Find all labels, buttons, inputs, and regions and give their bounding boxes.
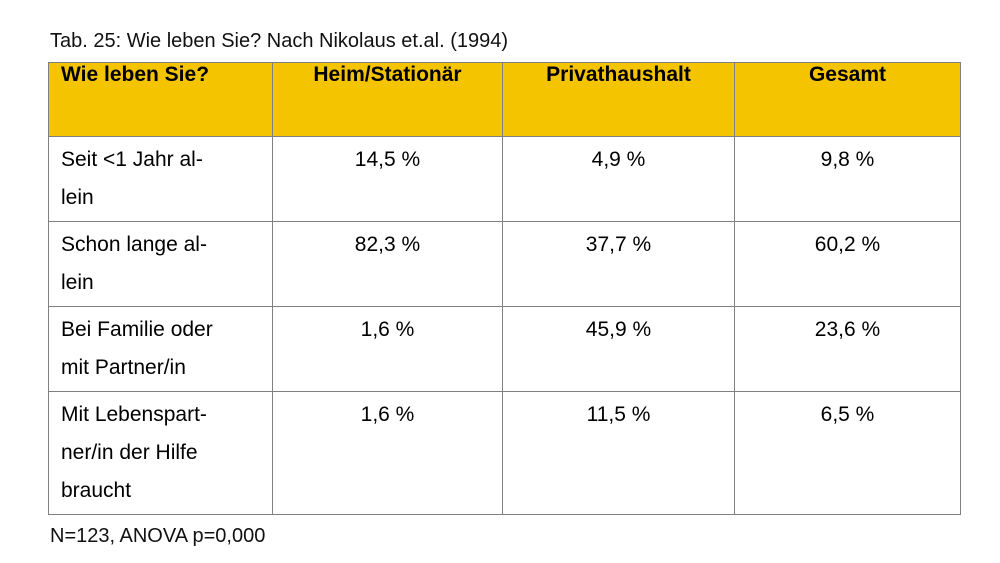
table-footnote: N=123, ANOVA p=0,000 xyxy=(50,525,266,547)
cell-heim-stationaer: 1,6 % xyxy=(273,392,503,515)
cell-heim-stationaer: 14,5 % xyxy=(273,137,503,222)
row-label-line: mit Partner/in xyxy=(61,356,186,379)
cell-gesamt: 23,6 % xyxy=(735,307,961,392)
row-label xyxy=(49,392,273,515)
table-row xyxy=(49,137,961,222)
column-header-heim-stationaer: Heim/Stationär xyxy=(273,63,503,137)
row-label-line: braucht xyxy=(61,479,132,502)
row-label-line: Seit <1 Jahr al- xyxy=(61,148,203,171)
row-label xyxy=(49,222,273,307)
cell-heim-stationaer: 1,6 % xyxy=(273,307,503,392)
column-header-privathaushalt: Privathaushalt xyxy=(503,63,735,137)
cell-privathaushalt: 37,7 % xyxy=(503,222,735,307)
cell-gesamt: 9,8 % xyxy=(735,137,961,222)
cell-privathaushalt: 45,9 % xyxy=(503,307,735,392)
table-body xyxy=(49,137,961,515)
cell-privathaushalt: 4,9 % xyxy=(503,137,735,222)
row-label xyxy=(49,307,273,392)
row-label-line: Schon lange al- xyxy=(61,233,207,256)
cell-gesamt: 6,5 % xyxy=(735,392,961,515)
results-table xyxy=(48,62,961,515)
cell-heim-stationaer: 82,3 % xyxy=(273,222,503,307)
table-row xyxy=(49,392,961,515)
row-label-line: lein xyxy=(61,271,94,294)
cell-gesamt: 60,2 % xyxy=(735,222,961,307)
row-label-line: lein xyxy=(61,186,94,209)
column-header-gesamt: Gesamt xyxy=(735,63,961,137)
row-label-line: Bei Familie oder xyxy=(61,318,213,341)
table-header xyxy=(49,63,961,137)
table-caption: Tab. 25: Wie leben Sie? Nach Nikolaus et.al. (1994) xyxy=(50,30,509,52)
row-label xyxy=(49,137,273,222)
header-row xyxy=(49,63,961,137)
table-row xyxy=(49,307,961,392)
column-header-question: Wie leben Sie? xyxy=(49,63,273,137)
cell-privathaushalt: 11,5 % xyxy=(503,392,735,515)
table-row xyxy=(49,222,961,307)
row-label-line: ner/in der Hilfe xyxy=(61,441,198,464)
row-label-line: Mit Lebenspart- xyxy=(61,403,207,426)
